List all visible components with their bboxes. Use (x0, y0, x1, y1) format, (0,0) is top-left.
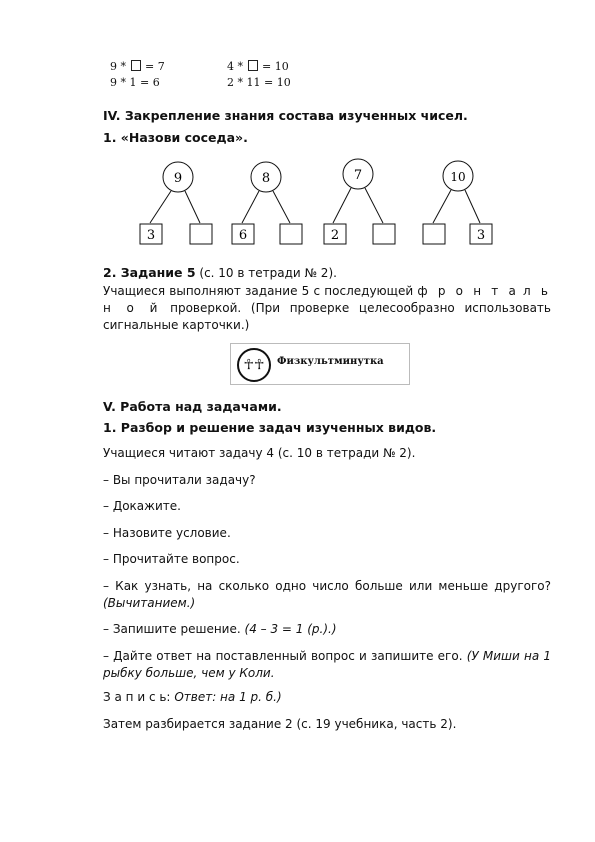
tree-3-left: 2 (330, 228, 340, 243)
section-5-subheading: 1. Разбор и решение задач изученных видов. (103, 420, 437, 435)
tree-4 (423, 161, 492, 244)
line-8: – Дайте ответ на поставленный вопрос и запишите его. (У Миши на 1 рыбку больше, чем у Коли. (103, 649, 551, 680)
task-2-line (103, 265, 337, 280)
tree-1 (140, 162, 212, 244)
tree-1-left: 3 (146, 228, 156, 243)
line-2: – Вы прочитали задачу? (103, 473, 256, 487)
section-5-heading: V. Работа над задачами. (103, 399, 282, 414)
blank-box (131, 60, 141, 71)
tree-3 (324, 159, 395, 244)
line-5: – Прочитайте вопрос. (103, 552, 240, 566)
task-2-ref: (с. 10 в тетради № 2). (195, 266, 337, 280)
line-4: – Назовите условие. (103, 526, 231, 540)
tree-2 (232, 162, 302, 244)
tree-2-top: 8 (261, 171, 271, 186)
equation-row1-left: 9 * = 7 (110, 60, 165, 73)
line-1: Учащиеся читают задачу 4 (с. 10 в тетради № 2). (103, 446, 416, 460)
tree-4-right: 3 (476, 228, 486, 243)
equation-row2-left: 9 * 1 = 6 (110, 76, 160, 89)
tree-2-left: 6 (238, 228, 248, 243)
tree-1-top: 9 (173, 171, 183, 186)
task-2-label: 2. Задание 5 (103, 265, 196, 280)
section-4-heading: IV. Закрепление знания состава изученных чисел. (103, 108, 468, 123)
people-icon: ☥☥ (237, 348, 271, 382)
line-10: Затем разбирается задание 2 (с. 19 учебника, часть 2). (103, 717, 457, 731)
line-3: – Докажите. (103, 499, 181, 513)
phys-minute-picture (230, 343, 410, 385)
blank-box (248, 60, 258, 71)
line-9: З а п и с ь: Ответ: на 1 р. б.) (103, 690, 282, 704)
picture-caption: Физкультминутка (277, 356, 384, 367)
tree-3-top: 7 (353, 168, 363, 183)
tree-4-top: 10 (450, 170, 466, 184)
task-1-heading: 1. «Назови соседа». (103, 130, 248, 145)
line-7: – Запишите решение. (4 – 3 = 1 (р.).) (103, 622, 337, 636)
task-2-paragraph: Учащиеся выполняют задание 5 с последующей ф р о н т а л ь н о й проверкой. (При проверке целесообразно использовать сигнальные карточки.) (103, 284, 551, 332)
equation-row2-right: 2 * 11 = 10 (227, 76, 291, 89)
equation-row1-right: 4 * = 10 (227, 60, 289, 73)
number-composition-trees (130, 155, 500, 255)
line-6: – Как узнать, на сколько одно число больше или меньше другого? (Вычитанием.) (103, 579, 551, 610)
